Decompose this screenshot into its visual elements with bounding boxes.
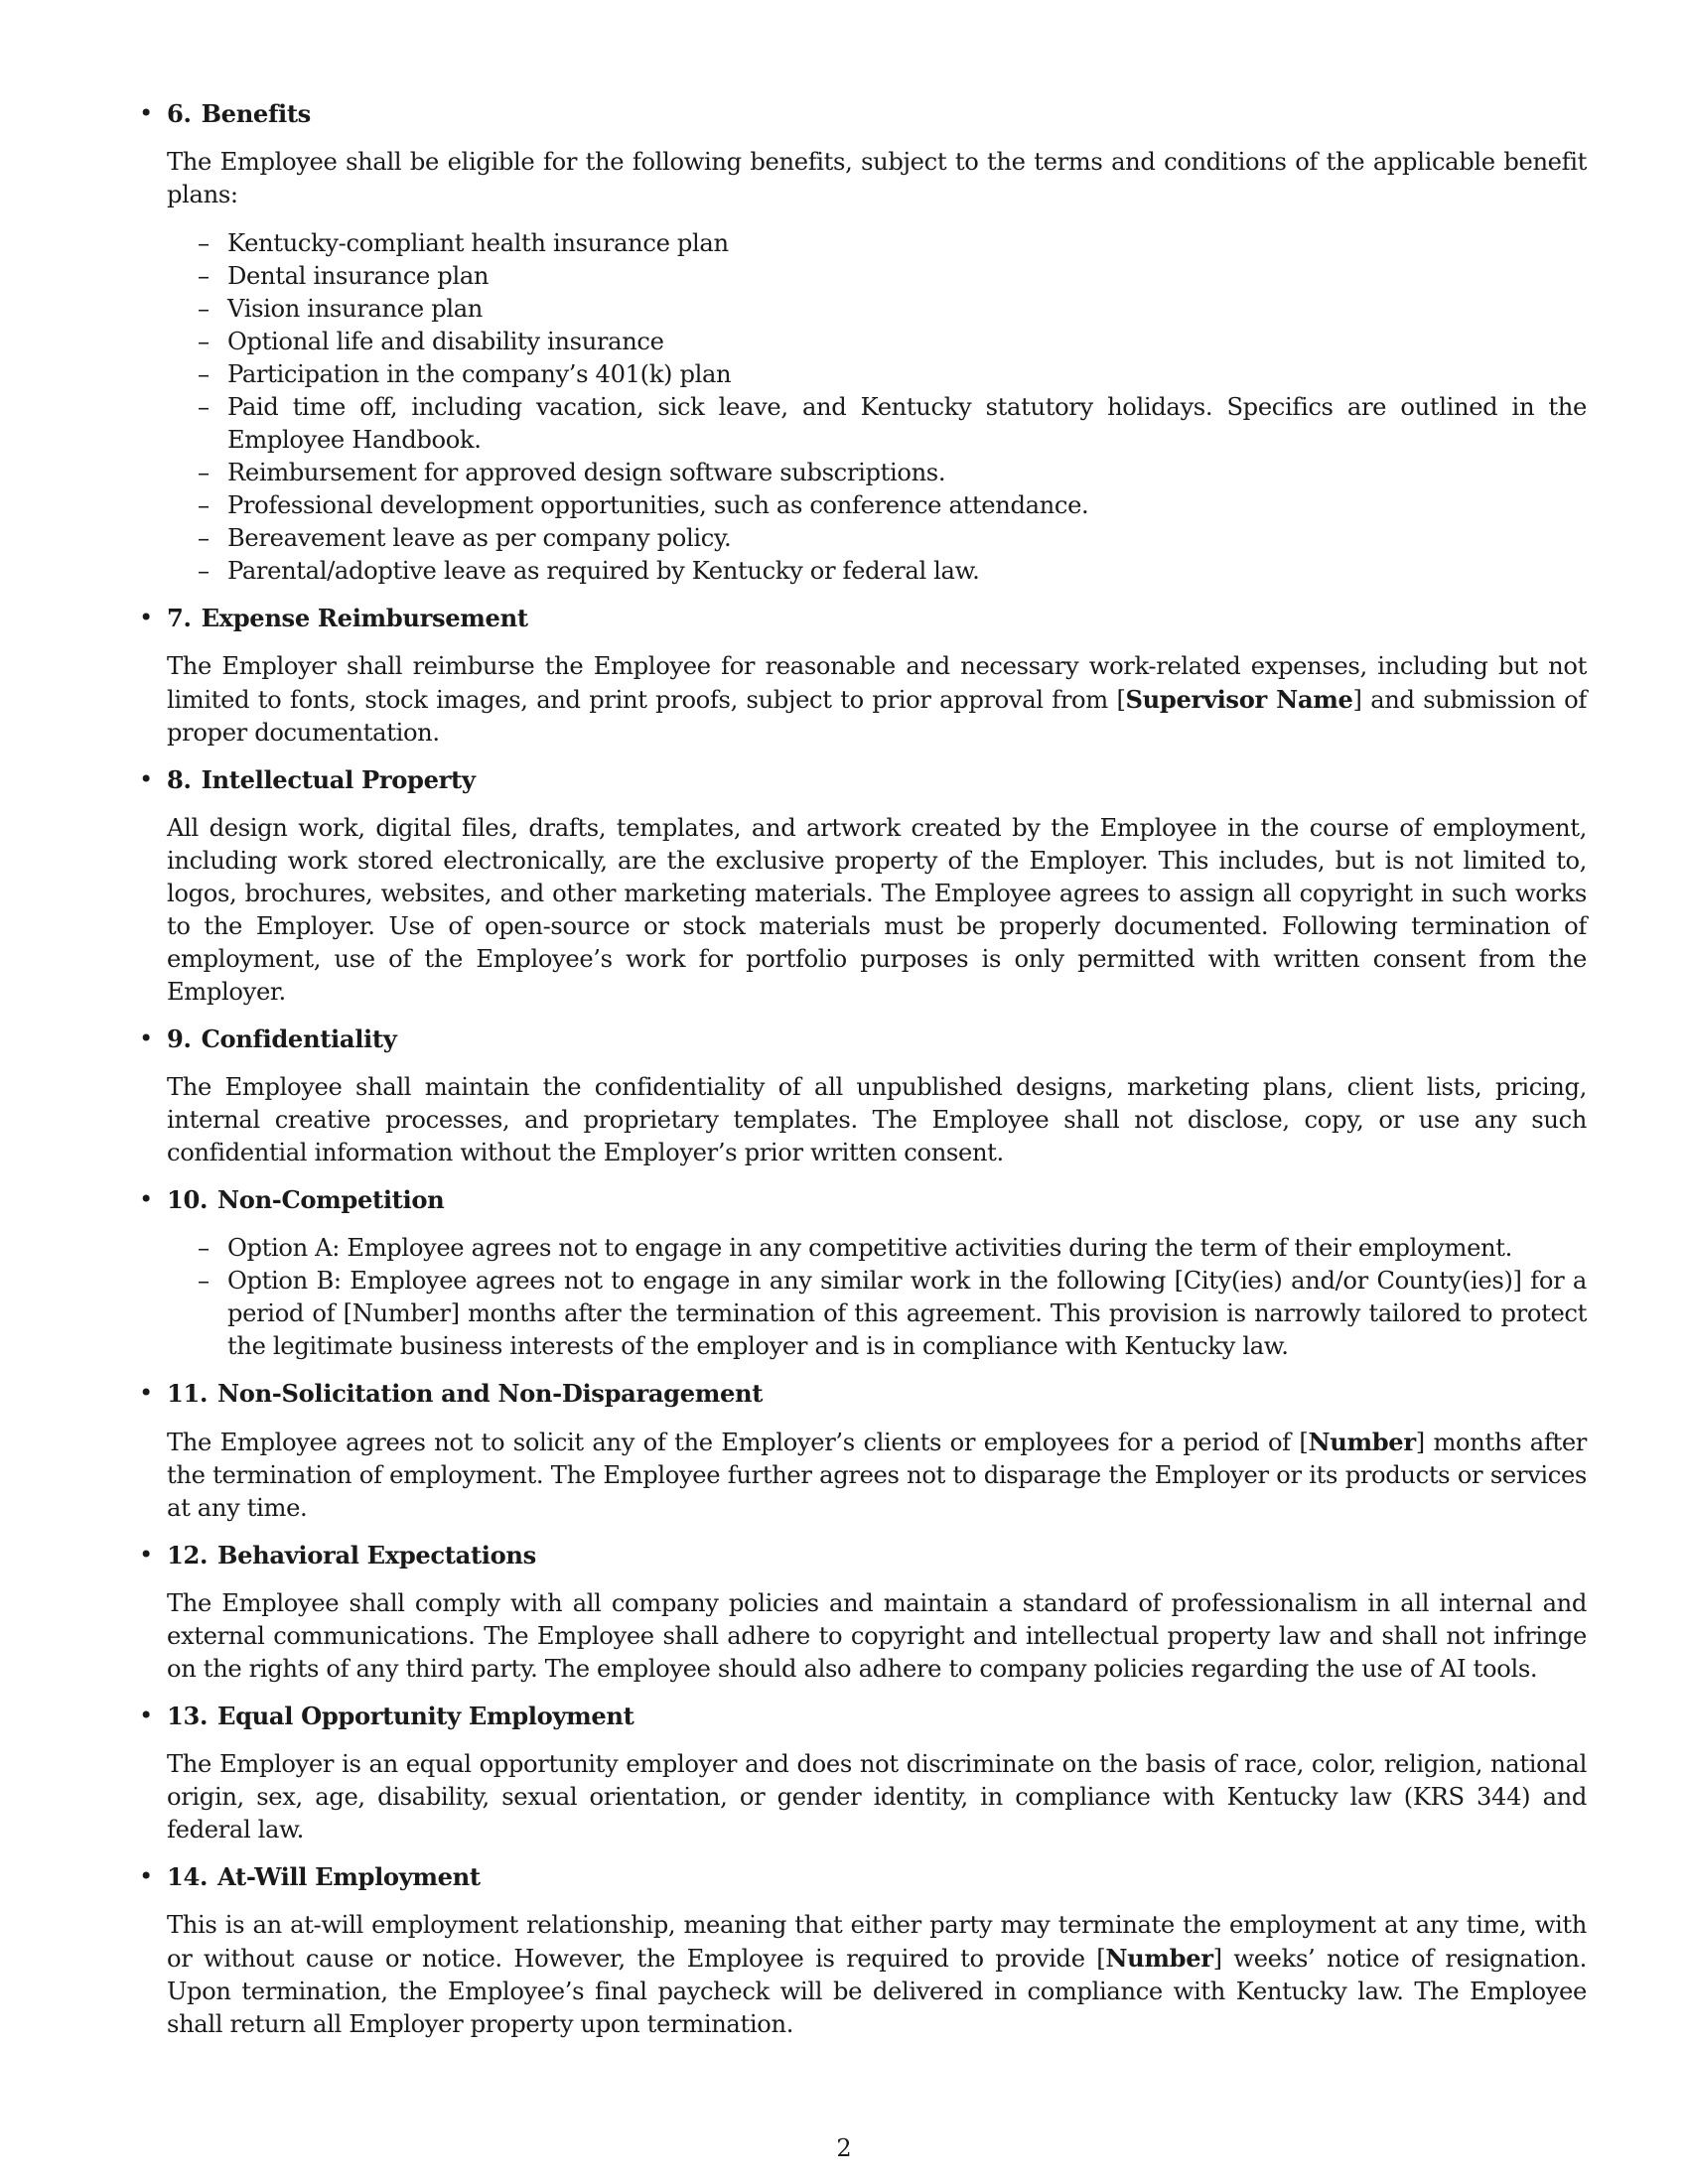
section-paragraph: The Employee shall be eligible for the following benefits, subject to the terms and conditions of the applicable benefit plans: [167, 148, 1587, 208]
dash-icon: – [198, 557, 210, 585]
list-item [198, 260, 1587, 293]
section-heading [139, 1183, 1587, 1216]
section-intellectual-property [139, 763, 1587, 1009]
document-page [139, 97, 1587, 2055]
list-item-text: Option A: Employee agrees not to engage in any competitive activities during the term of their employment. [227, 1234, 1512, 1262]
list-item [198, 391, 1587, 457]
bullet-icon: • [139, 1379, 153, 1407]
page-number: 2 [836, 2134, 852, 2162]
list-item [198, 1265, 1587, 1363]
section-paragraph [167, 650, 1587, 750]
list-item-text: Optional life and disability insurance [227, 328, 664, 355]
section-non-competition [139, 1183, 1587, 1363]
section-heading [139, 1860, 1587, 1893]
dash-icon: – [198, 393, 210, 421]
section-paragraph: The Employee shall comply with all company policies and maintain a standard of professionalism in all internal and external communications. The Employee shall adhere to copyright and intellectual property law and shall not infringe on the rights of any third party. The employee should also adhere to company policies regarding the use of AI tools. [167, 1589, 1587, 1683]
section-heading [139, 1023, 1587, 1055]
section-number: 7. [167, 604, 192, 632]
list-item [198, 457, 1587, 489]
section-title: Non-Competition [217, 1185, 445, 1214]
list-item [198, 358, 1587, 391]
section-title: Benefits [201, 99, 311, 128]
section-heading [139, 1539, 1587, 1571]
section-non-solicitation [139, 1377, 1587, 1525]
list-item-text: Parental/adoptive leave as required by Kentucky or federal law. [227, 557, 980, 585]
bullet-icon: • [139, 1024, 153, 1052]
section-heading [139, 602, 1587, 634]
bracket: ] [1352, 686, 1362, 714]
section-title: Non-Solicitation and Non-Disparagement [217, 1379, 764, 1408]
bullet-icon: • [139, 99, 153, 127]
bullet-icon: • [139, 765, 153, 793]
section-benefits [139, 97, 1587, 588]
section-heading [139, 1377, 1587, 1410]
section-number: 9. [167, 1024, 192, 1053]
section-paragraph: The Employee shall maintain the confidentiality of all unpublished designs, marketing plans, client lists, pricing, internal creative processes, and proprietary templates. The Employee shall not disclose, copy, or use any such confidential information without the Employer’s prior written consent. [167, 1073, 1587, 1166]
bullet-icon: • [139, 604, 153, 631]
paragraph-text: This is an at-will employment relationship, meaning that either party may terminate the employment at any time, with or without cause or notice. However, the Employee is required to provide [167, 1911, 1587, 1973]
bullet-icon: • [139, 1702, 153, 1729]
section-heading [139, 763, 1587, 796]
placeholder-number: Number [1105, 1944, 1213, 1973]
list-item-text: Reimbursement for approved design software subscriptions. [227, 459, 946, 486]
dash-icon: – [198, 328, 210, 355]
paragraph-text: The Employer shall reimburse the Employee for reasonable and necessary work-related expenses, including but not limited to fonts, stock images, and print proofs, subject to prior approval from [167, 652, 1587, 714]
section-number: 8. [167, 765, 192, 794]
section-number: 12. [167, 1541, 209, 1570]
section-title: Behavioral Expectations [217, 1541, 536, 1570]
list-item-text: Vision insurance plan [227, 295, 484, 323]
paragraph-text: and submission of proper documentation. [167, 686, 1587, 747]
section-paragraph [167, 1909, 1587, 2041]
list-item-text: Dental insurance plan [227, 262, 490, 290]
list-item [198, 522, 1587, 555]
dash-icon: – [198, 491, 210, 519]
non-competition-options [167, 1232, 1587, 1363]
dash-icon: – [198, 459, 210, 486]
section-number: 10. [167, 1185, 209, 1214]
bracket: [ [1116, 686, 1126, 714]
list-item [198, 555, 1587, 588]
bullet-icon: • [139, 1862, 153, 1890]
section-number: 6. [167, 99, 192, 128]
section-title: Intellectual Property [201, 765, 476, 794]
list-item-text: Paid time off, including vacation, sick leave, and Kentucky statutory holidays. Specifics are outlined in the Employee Handbook. [227, 393, 1587, 454]
list-item [198, 293, 1587, 326]
paragraph-text: months after the termination of employment. The Employee further agrees not to disparage the Employer or its products or services at any time. [167, 1429, 1587, 1522]
dash-icon: – [198, 229, 210, 257]
section-number: 11. [167, 1379, 209, 1408]
section-expense-reimbursement [139, 602, 1587, 750]
dash-icon: – [198, 1267, 210, 1295]
section-title: Expense Reimbursement [201, 604, 528, 632]
dash-icon: – [198, 1234, 210, 1262]
section-paragraph: The Employer is an equal opportunity employer and does not discriminate on the basis of race, color, religion, national origin, sex, age, disability, sexual orientation, or gender identity, in compliance with Kentucky law (KRS 344) and federal law. [167, 1750, 1587, 1843]
bracket: [ [1299, 1429, 1309, 1456]
bracket: [ [1096, 1945, 1106, 1973]
section-heading [139, 1700, 1587, 1732]
list-item [198, 227, 1587, 260]
bullet-icon: • [139, 1541, 153, 1569]
section-heading [139, 97, 1587, 130]
section-title: Equal Opportunity Employment [217, 1702, 634, 1730]
placeholder-supervisor-name: Supervisor Name [1125, 685, 1353, 714]
section-equal-opportunity [139, 1700, 1587, 1846]
list-item [198, 489, 1587, 522]
list-item [198, 326, 1587, 358]
list-item-text: Option B: Employee agrees not to engage in any similar work in the following [City(ies) and/or County(ies)] for a period of [Number] months after the termination of this agreement. This provision is narrowly tailored to protect the legitimate business interests of the employer and is in compliance with Kentucky law. [227, 1267, 1587, 1360]
section-paragraph: All design work, digital files, drafts, templates, and artwork created by the Employee in the course of employment, including work stored electronically, are the exclusive property of the Employer. This includes, but is not limited to, logos, brochures, websites, and other marketing materials. The Employee agrees to assign all copyright in such works to the Employer. Use of open-source or stock materials must be properly documented. Following termination of employment, use of the Employee’s work for portfolio purposes is only permitted with written consent from the Employer. [167, 814, 1587, 1006]
bracket: ] [1212, 1945, 1222, 1973]
list-item-text: Kentucky-compliant health insurance plan [227, 229, 729, 257]
bracket: ] [1415, 1429, 1425, 1456]
dash-icon: – [198, 360, 210, 388]
section-title: Confidentiality [201, 1024, 397, 1053]
section-title: At-Will Employment [217, 1862, 481, 1891]
paragraph-text: weeks’ notice of resignation. Upon termination, the Employee’s final paycheck will be delivered in compliance with Kentucky law. The Employee shall return all Employer property upon termination. [167, 1945, 1587, 2038]
list-item [198, 1232, 1587, 1265]
benefits-list [167, 227, 1587, 588]
bullet-icon: • [139, 1185, 153, 1213]
dash-icon: – [198, 295, 210, 323]
list-item-text: Bereavement leave as per company policy. [227, 524, 732, 552]
dash-icon: – [198, 262, 210, 290]
section-at-will-employment [139, 1860, 1587, 2041]
paragraph-text: The Employee agrees not to solicit any of the Employer’s clients or employees for a period of [167, 1429, 1300, 1456]
list-item-text: Participation in the company’s 401(k) plan [227, 360, 732, 388]
section-number: 14. [167, 1862, 209, 1891]
section-confidentiality [139, 1023, 1587, 1169]
section-number: 13. [167, 1702, 209, 1730]
placeholder-number: Number [1308, 1428, 1416, 1456]
list-item-text: Professional development opportunities, such as conference attendance. [227, 491, 1089, 519]
section-paragraph [167, 1426, 1587, 1525]
dash-icon: – [198, 524, 210, 552]
section-behavioral-expectations [139, 1539, 1587, 1686]
